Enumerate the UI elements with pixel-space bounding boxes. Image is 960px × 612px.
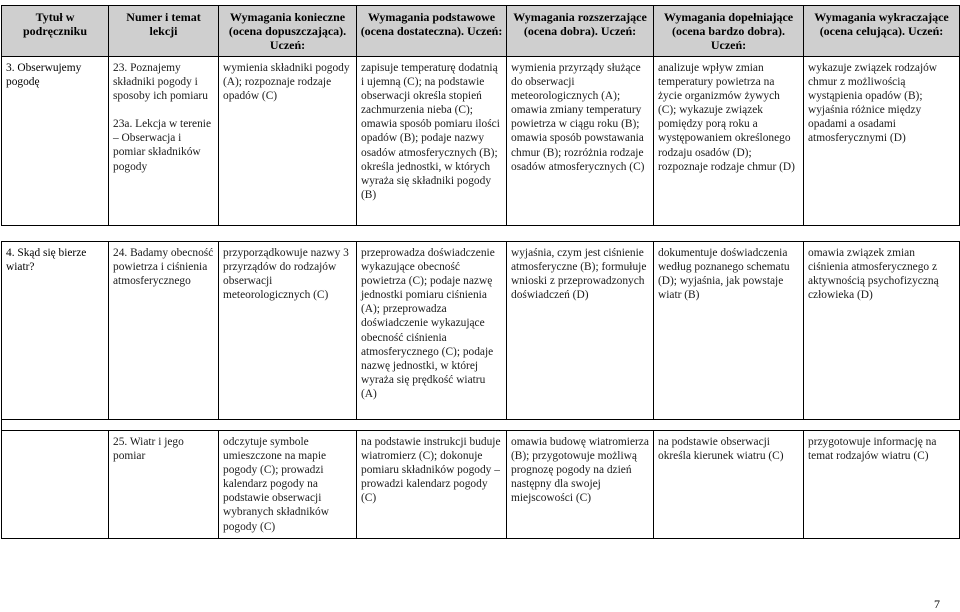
cell-beyond: omawia związek zmian ciśnienia atmosferycznego z aktywnością psychofizyczną człowieka (D): [804, 242, 960, 420]
header-number: Numer i temat lekcji: [109, 6, 219, 57]
header-necessary: Wymagania konieczne (ocena dopuszczająca). Uczeń:: [219, 6, 357, 57]
cell-title: 4. Skąd się bierze wiatr?: [2, 242, 109, 420]
table-row: [2, 431, 960, 539]
cell-beyond: przygotowuje informację na temat rodzajów wiatru (C): [804, 431, 960, 539]
header-basic: Wymagania podstawowe (ocena dostateczna). Uczeń:: [357, 6, 507, 57]
cell-complementary: analizuje wpływ zmian temperatury powietrza na życie organizmów żywych (C); wykazuje związek pomiędzy porą roku a występowaniem określonego rodzaju osadów (D); rozpoznaje rodzaje chmur (D): [654, 57, 804, 226]
header-extended: Wymagania rozszerzające (ocena dobra). Uczeń:: [507, 6, 654, 57]
page-number: 7: [934, 597, 940, 611]
cell-beyond: wykazuje związek rodzajów chmur z możliwością wystąpienia opadów (B); wyjaśnia różnice między opadami a osadami atmosferycznymi (D): [804, 57, 960, 226]
cell-lesson: [109, 57, 219, 226]
header-row: [2, 6, 960, 57]
cell-title: 3. Obserwujemy pogodę: [2, 57, 109, 226]
cell-basic: na podstawie instrukcji buduje wiatromierz (C); dokonuje pomiaru składników pogody – prowadzi kalendarz pogody (C): [357, 431, 507, 539]
cell-basic: zapisuje temperaturę dodatnią i ujemną (C); na podstawie obserwacji określa stopień zachmurzenia nieba (C); omawia sposób pomiaru ilości opadów (B); podaje nazwy osadów atmosferycznych (B); określa jednostki, w których wyraża się składniki pogody (B): [357, 57, 507, 226]
cell-basic: przeprowadza doświadczenie wykazujące obecność powietrza (C); podaje nazwę jednostki pomiaru ciśnienia (A); przeprowadza doświadczenie wykazujące obecność ciśnienia atmosferycznego (C); podaje nazwę jednostki, w której wyraża się prędkość wiatru (A): [357, 242, 507, 420]
cell-extended: omawia budowę wiatromierza (B); przygotowuje możliwą prognozę pogody na dzień następny dla swojej miejscowości (C): [507, 431, 654, 539]
cell-lesson: 25. Wiatr i jego pomiar: [109, 431, 219, 539]
cell-necessary: przyporządkowuje nazwy 3 przyrządów do rodzajów obserwacji meteorologicznych (C): [219, 242, 357, 420]
lesson-text-b: 23a. Lekcja w terenie – Obserwacja i pomiar składników pogody: [113, 118, 212, 173]
header-title: Tytuł w podręczniku: [2, 6, 109, 57]
row-spacer: [2, 420, 960, 431]
cell-extended: wyjaśnia, czym jest ciśnienie atmosferyczne (B); formułuje wnioski z przeprowadzonych doświadczeń (D): [507, 242, 654, 420]
cell-necessary: odczytuje symbole umieszczone na mapie pogody (C); prowadzi kalendarz pogody na podstawie obserwacji wybranych składników pogody (C): [219, 431, 357, 539]
header-beyond: Wymagania wykraczające (ocena celująca). Uczeń:: [804, 6, 960, 57]
cell-lesson: 24. Badamy obecność powietrza i ciśnienia atmosferycznego: [109, 242, 219, 420]
table-row: [2, 57, 960, 226]
curriculum-table: [1, 5, 960, 539]
table-row: [2, 242, 960, 420]
row-spacer: [2, 226, 960, 242]
cell-necessary: wymienia składniki pogody (A); rozpoznaje rodzaje opadów (C): [219, 57, 357, 226]
cell-title: [2, 431, 109, 539]
cell-complementary: dokumentuje doświadczenia według poznanego schematu (D); wyjaśnia, jak powstaje wiatr (B): [654, 242, 804, 420]
lesson-text: 23. Poznajemy składniki pogody i sposoby ich pomiaru: [113, 62, 208, 103]
header-complementary: Wymagania dopełniające (ocena bardzo dobra). Uczeń:: [654, 6, 804, 57]
cell-complementary: na podstawie obserwacji określa kierunek wiatru (C): [654, 431, 804, 539]
cell-extended: wymienia przyrządy służące do obserwacji meteorologicznych (A); omawia zmiany temperatury powietrza w ciągu roku (B); omawia sposób powstawania chmur (B); rozróżnia rodzaje osadów atmosferycznych (C): [507, 57, 654, 226]
